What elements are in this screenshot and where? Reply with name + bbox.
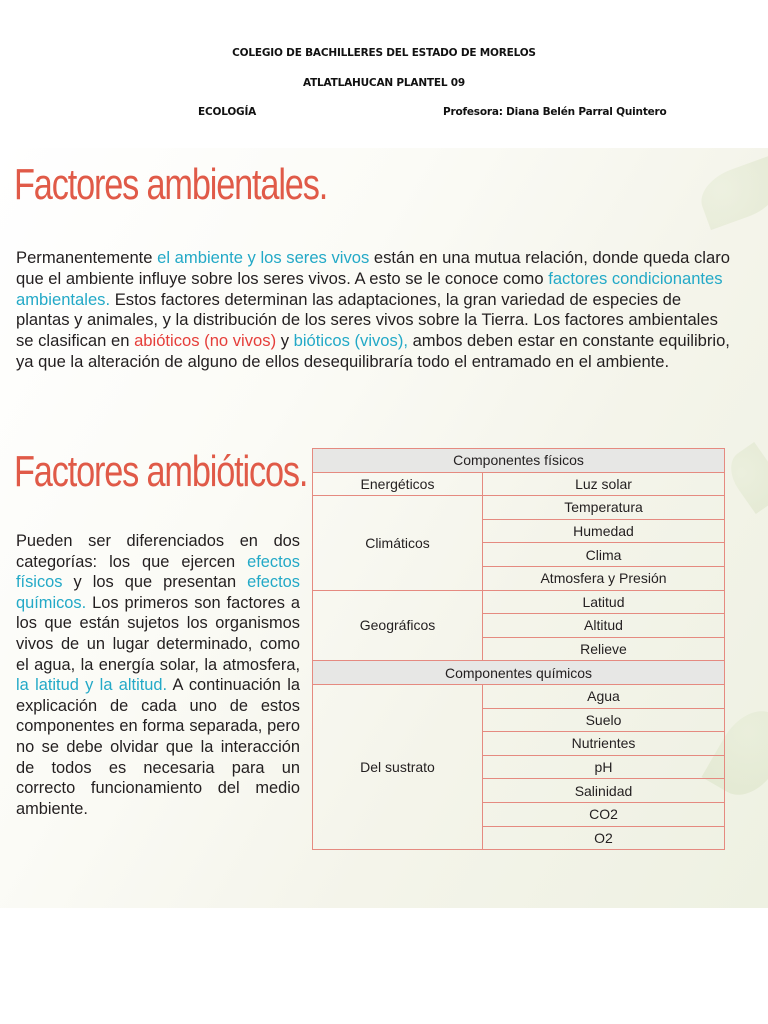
group-item: Nutrientes bbox=[483, 732, 725, 756]
highlight-text: abióticos (no vivos) bbox=[134, 331, 277, 351]
group-label: Energéticos bbox=[313, 472, 483, 496]
highlight-text: la latitud y la altitud. bbox=[16, 676, 168, 695]
table-row bbox=[313, 684, 725, 708]
highlight-text: el ambiente y los seres vivos bbox=[157, 248, 370, 267]
highlight-text: efectos químicos. bbox=[16, 573, 300, 612]
table-header-chemical: Componentes químicos bbox=[313, 661, 725, 685]
group-item: Latitud bbox=[483, 590, 725, 614]
teacher-label: Profesora: Diana Belén Parral Quintero bbox=[443, 106, 667, 118]
highlight-text: efectos físicos bbox=[16, 552, 300, 592]
group-item: Suelo bbox=[483, 708, 725, 732]
group-item: Altitud bbox=[483, 614, 725, 638]
table-row bbox=[313, 590, 725, 614]
campus-name: ATLATLAHUCAN PLANTEL 09 bbox=[302, 77, 466, 89]
group-item: Relieve bbox=[483, 637, 725, 661]
group-label: Del sustrato bbox=[313, 684, 483, 849]
section-title-ambientales: Factores ambientales. bbox=[14, 160, 328, 209]
section-title-ambioticos: Factores ambióticos. bbox=[14, 447, 308, 496]
subject-label: ECOLOGÍA bbox=[198, 106, 257, 118]
paragraph-ambioticos: Pueden ser diferenciados en dos categorías: los que ejercen efectos físicos y los que presentan efectos químicos. Los primeros son factores a los que están sujetos los organismos vivos de un lugar determinado, como el agua, la energía solar, la atmosfera, la latitud y la altitud. A continuación la explicación de cada uno de estos componentes en forma separada, pero no se debe olvidar que la interacción de todos es necesaria para un correcto funcionamiento del medio ambiente. bbox=[16, 532, 300, 818]
group-item: CO2 bbox=[483, 802, 725, 826]
leaf-decoration bbox=[694, 156, 768, 230]
group-item: Clima bbox=[483, 543, 725, 567]
school-name: COLEGIO DE BACHILLERES DEL ESTADO DE MORELOS bbox=[232, 47, 536, 59]
group-item: Humedad bbox=[483, 519, 725, 543]
components-table bbox=[312, 448, 725, 850]
group-item: Luz solar bbox=[483, 472, 725, 496]
highlight-text: bióticos (vivos), bbox=[293, 331, 408, 351]
group-item: Agua bbox=[483, 684, 725, 708]
leaf-decoration bbox=[721, 442, 768, 514]
group-item: O2 bbox=[483, 826, 725, 850]
group-label: Geográficos bbox=[313, 590, 483, 661]
group-item: Temperatura bbox=[483, 496, 725, 520]
highlight-text: factores condicionantes ambientales. bbox=[16, 268, 723, 309]
paragraph-ambientales: Permanentemente el ambiente y los seres vivos están en una mutua relación, donde queda claro que el ambiente influye sobre los seres vivos. A esto se le conoce como factores condicionantes ambientales. Estos factores determinan las adaptaciones, la gran variedad de especies de plantas y animales, y la distribución de los seres vivos sobre la Tierra. Los factores ambientales se clasifican en abióticos (no vivos) y bióticos (vivos), ambos deben estar en constante equilibrio, ya que la alteración de alguno de ellos desequilibraría todo el entramado en el ambiente. bbox=[16, 248, 730, 371]
group-item: pH bbox=[483, 755, 725, 779]
table-header-physical: Componentes físicos bbox=[313, 449, 725, 473]
group-label: Climáticos bbox=[313, 496, 483, 590]
table-row bbox=[313, 496, 725, 520]
group-item: Atmosfera y Presión bbox=[483, 566, 725, 590]
group-item: Salinidad bbox=[483, 779, 725, 803]
table-row bbox=[313, 472, 725, 496]
